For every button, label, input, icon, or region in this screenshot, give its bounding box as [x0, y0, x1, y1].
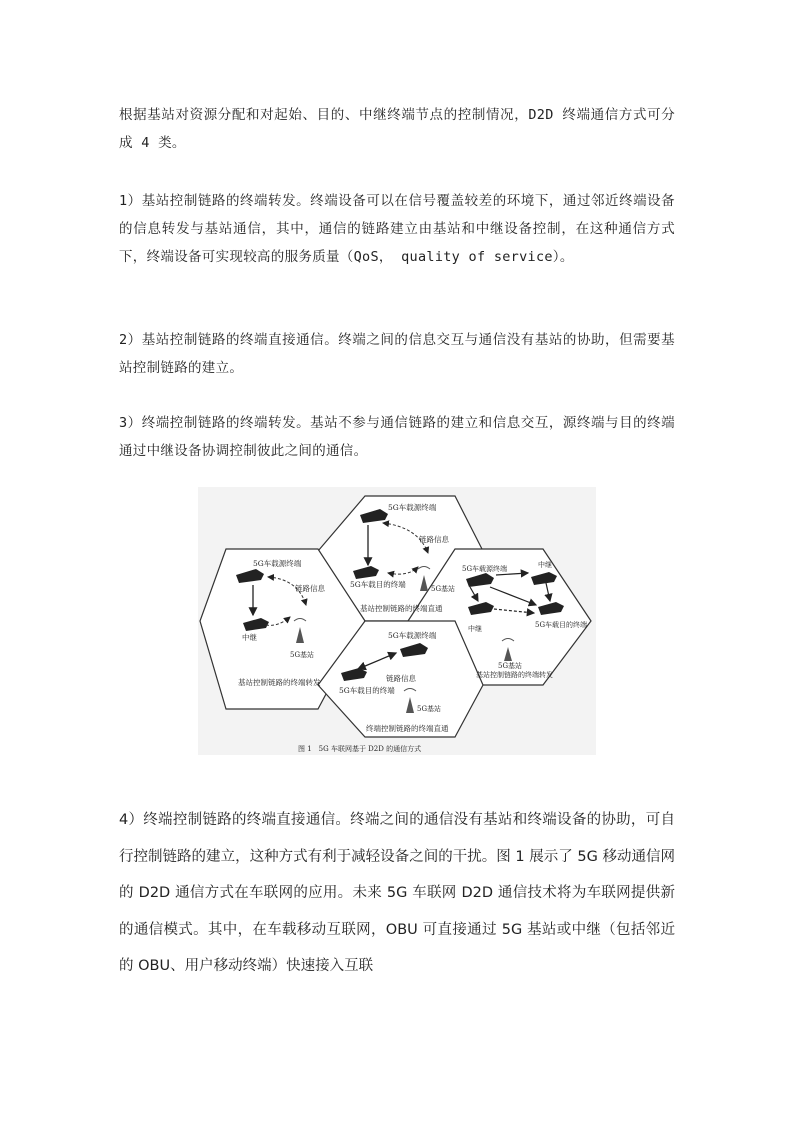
label-left-relay: 中继	[242, 633, 257, 642]
label-right-dest: 5G车载目的终端	[535, 621, 588, 629]
label-bottom-title: 终端控制链路的终端直通	[366, 724, 449, 733]
label-left-title: 基站控制链路的终端转发	[238, 678, 321, 687]
figure-5g-d2d	[198, 487, 596, 755]
label-right-source: 5G车载源终端	[462, 565, 508, 573]
label-right-base: 5G基站	[498, 662, 523, 670]
paragraph-item-4: 4）终端控制链路的终端直接通信。终端之间的通信没有基站和终端设备的协助，可自行控制链路的建立，这种方式有利于减轻设备之间的干扰。图 1 展示了 5G 移动通信网的 D2D 通信方式在车联网的应用。未来 5G 车联网 D2D 通信技术将为车联网提供新的通信模式。其中，在车载移动互联网，OBU 可直接通过 5G 基站或中继（包括邻近的 OBU、用户移动终端）快速接入互联	[119, 812, 675, 974]
label-top-link: 链路信息	[419, 535, 449, 544]
label-bottom-dest: 5G车载目的终端	[339, 686, 395, 695]
label-right-relay-top: 中继	[538, 561, 552, 569]
label-top-base: 5G基站	[431, 585, 456, 593]
label-right-relay-left: 中继	[468, 625, 482, 633]
label-bottom-base: 5G基站	[417, 705, 442, 713]
paragraph-item-2: 2）基站控制链路的终端直接通信。终端之间的信息交互与通信没有基站的协助，但需要基站控制链路的建立。	[119, 332, 675, 376]
paragraph-intro: 根据基站对资源分配和对起始、目的、中继终端节点的控制情况，D2D 终端通信方式可分成 4 类。	[119, 107, 675, 151]
label-right-title: 基站控制链路的终端转发	[476, 671, 553, 679]
label-left-source: 5G车载源终端	[253, 559, 302, 568]
label-bottom-link: 链路信息	[386, 674, 416, 683]
label-top-dest: 5G车载目的终端	[350, 580, 406, 589]
label-left-link: 链路信息	[295, 584, 325, 593]
figure-diagram	[198, 487, 596, 755]
label-top-source: 5G车载源终端	[388, 503, 437, 512]
figure-caption: 图 1 5G 车联网基于 D2D 的通信方式	[298, 745, 422, 753]
label-top-title: 基站控制链路的终端直通	[360, 604, 443, 613]
paragraph-item-1: 1）基站控制链路的终端转发。终端设备可以在信号覆盖较差的环境下，通过邻近终端设备的信息转发与基站通信，其中，通信的链路建立由基站和中继设备控制，在这种通信方式下，终端设备可实现较高的服务质量（QoS， quality of service）。	[119, 193, 675, 265]
paragraph-item-3: 3）终端控制链路的终端转发。基站不参与通信链路的建立和信息交互，源终端与目的终端通过中继设备协调控制彼此之间的通信。	[119, 415, 675, 459]
label-left-base: 5G基站	[290, 651, 315, 659]
label-bottom-source: 5G车载源终端	[388, 631, 437, 640]
